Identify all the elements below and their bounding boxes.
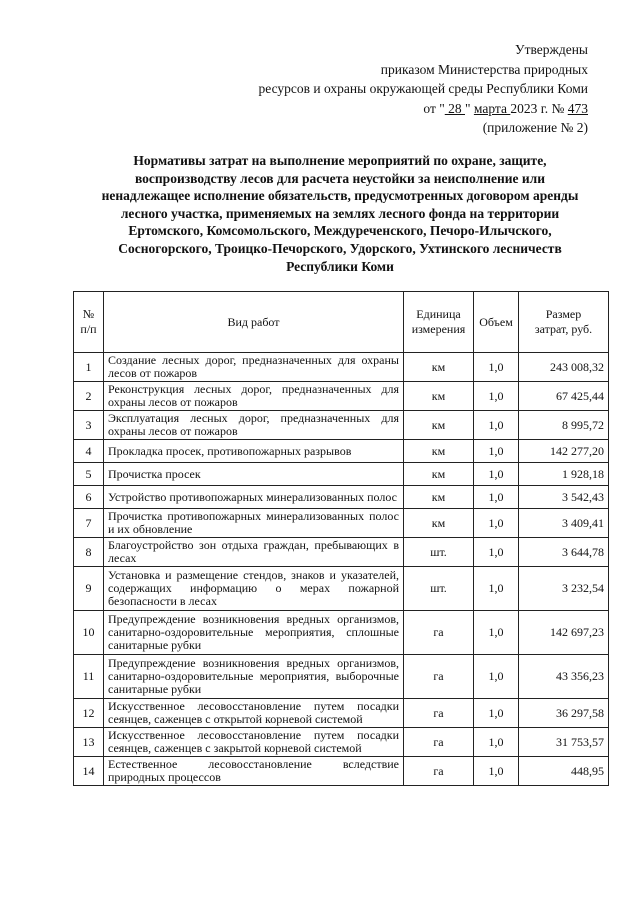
header-number-line2: п/п (80, 322, 97, 336)
row-volume: 1,0 (474, 382, 519, 411)
row-number: 3 (74, 411, 104, 440)
header-number-line1: № (82, 307, 95, 321)
header-cost-line2: затрат, руб. (534, 322, 593, 336)
approval-line-order: приказом Министерства природных (380, 61, 588, 77)
header-cost (519, 292, 609, 353)
row-number: 6 (74, 486, 104, 509)
row-unit: км (404, 411, 474, 440)
title-line: Нормативы затрат на выполнение мероприятий по охране, защите, (133, 153, 547, 168)
approval-day: 28 (444, 100, 465, 116)
row-number: 12 (74, 699, 104, 728)
table-row (74, 728, 609, 757)
document-title (70, 152, 610, 275)
title-line: ненадлежащее исполнение обязательств, предусмотренных договором аренды (101, 188, 579, 204)
row-volume: 1,0 (474, 567, 519, 611)
row-cost: 448,95 (519, 757, 609, 786)
row-unit: га (404, 611, 474, 655)
approval-from: от " (423, 100, 445, 116)
table-row (74, 699, 609, 728)
row-volume: 1,0 (474, 699, 519, 728)
approval-appendix: (приложение № 2) (482, 120, 588, 135)
row-unit: шт. (404, 538, 474, 567)
title-line: воспроизводству лесов для расчета неустойки за неисполнение или (134, 170, 546, 186)
row-cost: 3 542,43 (519, 486, 609, 509)
approval-quote: " (465, 100, 474, 116)
title-line: Сосногорского, Троицко-Печорского, Удорского, Ухтинского лесничеств (118, 240, 562, 256)
row-cost: 67 425,44 (519, 382, 609, 411)
table-row (74, 440, 609, 463)
row-cost: 1 928,18 (519, 463, 609, 486)
row-unit: км (404, 486, 474, 509)
row-number: 10 (74, 611, 104, 655)
row-work-name: Установка и размещение стендов, знаков и указателей, содержащих информацию о мерах пожарной безопасности в лесах (104, 567, 404, 611)
approval-date-line (259, 99, 588, 119)
table-header-row (74, 292, 609, 353)
row-cost: 142 277,20 (519, 440, 609, 463)
row-unit: га (404, 728, 474, 757)
row-number: 13 (74, 728, 104, 757)
row-volume: 1,0 (474, 463, 519, 486)
norms-table (73, 291, 609, 786)
row-number: 1 (74, 353, 104, 382)
table-row (74, 509, 609, 538)
table-row (74, 353, 609, 382)
row-work-name: Благоустройство зон отдыха граждан, пребывающих в лесах (104, 538, 404, 567)
table-row (74, 382, 609, 411)
row-volume: 1,0 (474, 611, 519, 655)
header-number (74, 292, 104, 353)
row-volume: 1,0 (474, 440, 519, 463)
row-work-name: Естественное лесовосстановление вследствие природных процессов (104, 757, 404, 786)
row-unit: км (404, 353, 474, 382)
table-row (74, 463, 609, 486)
row-number: 7 (74, 509, 104, 538)
row-number: 4 (74, 440, 104, 463)
approval-year-no: 2023 г. № (510, 100, 568, 116)
row-volume: 1,0 (474, 538, 519, 567)
row-unit: га (404, 699, 474, 728)
row-number: 2 (74, 382, 104, 411)
row-unit: км (404, 382, 474, 411)
row-volume: 1,0 (474, 509, 519, 538)
row-volume: 1,0 (474, 655, 519, 699)
row-volume: 1,0 (474, 757, 519, 786)
row-cost: 8 995,72 (519, 411, 609, 440)
title-line: лесного участка, применяемых на землях лесного фонда на территории (120, 205, 560, 221)
row-number: 14 (74, 757, 104, 786)
header-volume: Объем (474, 292, 519, 353)
row-work-name: Предупреждение возникновения вредных организмов, санитарно-оздоровительные мероприятия, сплошные санитарные рубки (104, 611, 404, 655)
table-row (74, 411, 609, 440)
row-unit: км (404, 463, 474, 486)
row-unit: км (404, 440, 474, 463)
row-cost: 3 644,78 (519, 538, 609, 567)
row-work-name: Устройство противопожарных минерализованных полос (104, 486, 404, 509)
title-line: Республики Коми (286, 258, 394, 274)
row-number: 5 (74, 463, 104, 486)
row-work-name: Эксплуатация лесных дорог, предназначенных для охраны лесов от пожаров (104, 411, 404, 440)
row-unit: км (404, 509, 474, 538)
row-cost: 3 232,54 (519, 567, 609, 611)
table-row (74, 611, 609, 655)
row-unit: га (404, 655, 474, 699)
row-unit: шт. (404, 567, 474, 611)
row-cost: 31 753,57 (519, 728, 609, 757)
row-cost: 36 297,58 (519, 699, 609, 728)
row-volume: 1,0 (474, 353, 519, 382)
row-work-name: Искусственное лесовосстановление путем посадки сеянцев, саженцев с закрытой корневой системой (104, 728, 404, 757)
row-cost: 3 409,41 (519, 509, 609, 538)
table-row (74, 655, 609, 699)
header-unit (404, 292, 474, 353)
table-row (74, 486, 609, 509)
row-unit: га (404, 757, 474, 786)
table-row (74, 538, 609, 567)
row-cost: 142 697,23 (519, 611, 609, 655)
row-volume: 1,0 (474, 486, 519, 509)
row-work-name: Прочистка противопожарных минерализованных полос и их обновление (104, 509, 404, 538)
row-work-name: Создание лесных дорог, предназначенных для охраны лесов от пожаров (104, 353, 404, 382)
row-number: 8 (74, 538, 104, 567)
row-cost: 43 356,23 (519, 655, 609, 699)
row-work-name: Предупреждение возникновения вредных организмов, санитарно-оздоровительные мероприятия, выборочные санитарные рубки (104, 655, 404, 699)
row-number: 9 (74, 567, 104, 611)
row-work-name: Прочистка просек (104, 463, 404, 486)
header-cost-line1: Размер (545, 307, 582, 321)
row-volume: 1,0 (474, 411, 519, 440)
row-cost: 243 008,32 (519, 353, 609, 382)
header-work-type: Вид работ (104, 292, 404, 353)
approval-month: марта (473, 100, 511, 116)
header-unit-line1: Единица (416, 307, 461, 321)
approval-number: 473 (567, 100, 588, 116)
header-unit-line2: измерения (411, 322, 466, 336)
approval-line-ministry: ресурсов и охраны окружающей среды Республики Коми (258, 81, 588, 96)
title-line: Ертомского, Комсомольского, Междуреченского, Печоро-Илычского, (128, 223, 552, 239)
table-row (74, 757, 609, 786)
row-volume: 1,0 (474, 728, 519, 757)
row-work-name: Реконструкция лесных дорог, предназначенных для охраны лесов от пожаров (104, 382, 404, 411)
table-row (74, 567, 609, 611)
approval-block (259, 40, 588, 138)
row-number: 11 (74, 655, 104, 699)
row-work-name: Прокладка просек, противопожарных разрывов (104, 440, 404, 463)
approval-line-approved: Утверждены (515, 42, 588, 57)
row-work-name: Искусственное лесовосстановление путем посадки сеянцев, саженцев с открытой корневой системой (104, 699, 404, 728)
